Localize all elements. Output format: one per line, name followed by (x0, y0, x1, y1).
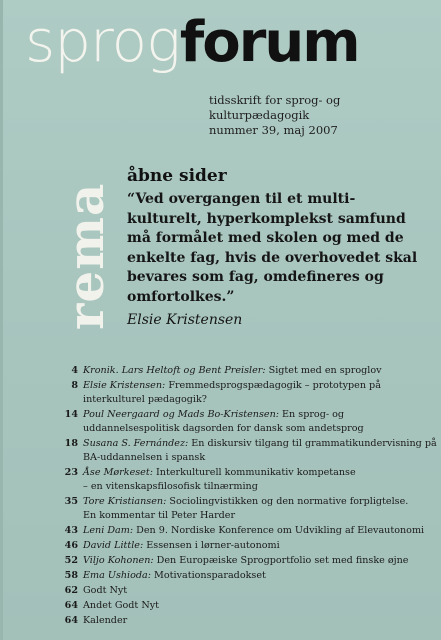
toc-author: Leni Dam: (83, 525, 134, 536)
masthead-sprog: sprog (25, 7, 180, 75)
featured-quote: “Ved overgangen til et multi-kulturelt, hyperkomplekst samfund må formålet med skolen og med de enkelte fag, hvis de overhovedet skal bevares som fag, omdefineres og omfortolkes.” (127, 191, 418, 305)
toc-item (59, 408, 439, 436)
section-title: åbne sider (127, 166, 227, 186)
toc-title: Den 9. Nordiske Konference om Udvikling af Elevautonomi (133, 525, 425, 536)
toc-page-number: 46 (64, 540, 78, 551)
tagline: tidsskrift for sprog- og kulturpædagogik (209, 93, 341, 122)
toc-item (59, 539, 439, 553)
toc-author: Ema Ushioda: (83, 570, 151, 581)
toc-author: Susana S. Fernández: (83, 438, 189, 449)
toc-title: Essensen i lørner-autonomi (143, 540, 280, 551)
toc-author: Åse Mørkeset: (83, 467, 153, 478)
toc-title: Fremmedsprogspædagogik – prototypen på interkulturel pædagogik? (83, 380, 381, 405)
toc-title: En sprog- og uddannelsespolitisk dagsorden for dansk som andetsprog (83, 409, 364, 434)
toc-title: Kalender (83, 615, 128, 626)
toc-author: Kronik. Lars Heltoft og Bent Preisler: (83, 365, 266, 376)
toc-title: En diskursiv tilgang til grammatikundervisning på BA-uddannelsen i spansk (83, 438, 437, 463)
toc-page-number: 64 (64, 600, 78, 611)
toc-page-number: 4 (71, 365, 78, 376)
toc-title: Motivationsparadokset (151, 570, 266, 581)
toc-item (59, 379, 439, 407)
masthead-subtitle (209, 93, 441, 138)
toc-item (59, 599, 439, 613)
toc-title: Godt Nyt (83, 585, 128, 596)
toc-item (59, 437, 439, 465)
masthead-forum: forum (179, 10, 359, 75)
toc-item (59, 554, 439, 568)
toc-page-number: 62 (64, 585, 78, 596)
toc-author: Poul Neergaard og Mads Bo-Kristensen: (83, 409, 279, 420)
toc-page-number: 14 (64, 409, 78, 420)
masthead (25, 7, 359, 92)
toc-author: Viljo Kohonen: (83, 555, 154, 566)
toc-page-number: 23 (64, 467, 78, 478)
toc-page-number: 58 (64, 570, 78, 581)
issue-number: nummer 39, maj 2007 (209, 123, 338, 137)
toc-page-number: 8 (71, 380, 78, 391)
toc-item (59, 364, 439, 378)
table-of-contents (59, 364, 439, 629)
toc-author: David Little: (83, 540, 144, 551)
toc-item (59, 614, 439, 628)
toc-page-number: 52 (64, 555, 78, 566)
toc-item (59, 495, 439, 523)
toc-item (59, 466, 439, 494)
toc-title: Interkulturell kommunikativ kompetanse – en vitenskapsfilosofisk tilnærming (83, 467, 356, 492)
toc-page-number: 18 (64, 438, 78, 449)
toc-page-number: 43 (64, 525, 78, 536)
toc-page-number: 64 (64, 615, 78, 626)
toc-title: Sociolingvistikken og den normative forpligtelse. En kommentar til Peter Harder (83, 496, 409, 521)
vertical-theme-word: rema (56, 182, 115, 330)
toc-item (59, 569, 439, 583)
quote-author: Elsie Kristensen (127, 312, 243, 328)
toc-item (59, 584, 439, 598)
toc-title: Den Europæiske Sprogportfolio set med finske øjne (153, 555, 409, 566)
toc-title: Sigtet med en sproglov (265, 365, 382, 376)
toc-title: Andet Godt Nyt (83, 600, 159, 611)
toc-author: Elsie Kristensen: (83, 380, 166, 391)
toc-page-number: 35 (64, 496, 78, 507)
toc-item (59, 524, 439, 538)
toc-author: Tore Kristiansen: (83, 496, 167, 507)
